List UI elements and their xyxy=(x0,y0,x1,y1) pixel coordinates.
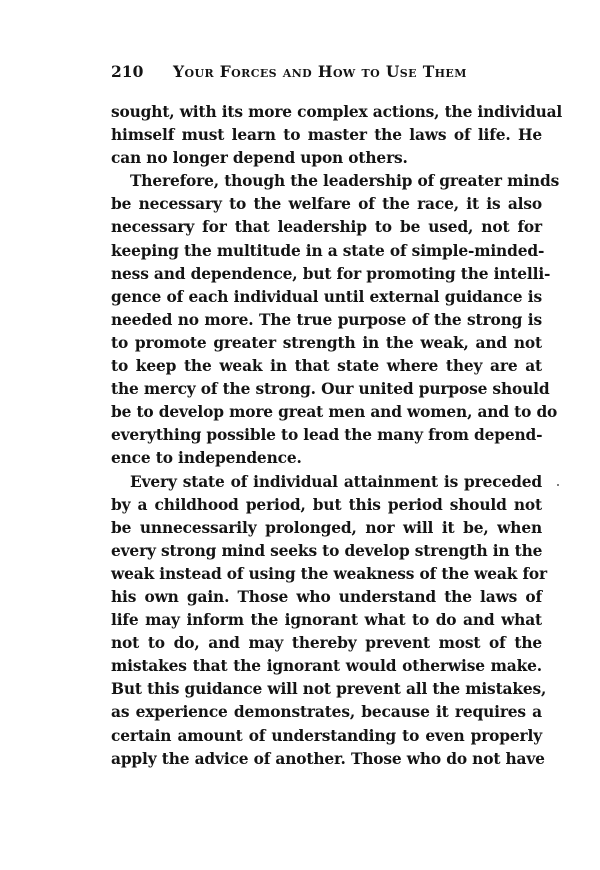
text-line: ness and dependence, but for promoting the intelli- xyxy=(111,264,551,283)
text-line: to keep the weak in that state where they are at xyxy=(111,357,542,376)
text-line: weak instead of using the weakness of the weak for xyxy=(111,564,548,583)
running-header xyxy=(111,62,542,84)
text-line: gence of each individual until external guidance is xyxy=(111,287,542,306)
text-line: Therefore, though the leadership of greater minds xyxy=(130,172,560,191)
text-line: keeping the multitude in a state of simple-minded- xyxy=(111,241,545,260)
scan-speck xyxy=(557,484,559,486)
text-line: sought, with its more complex actions, the individual xyxy=(111,103,563,121)
text-line: apply the advice of another. Those who do not have xyxy=(111,749,545,768)
text-line: be to develop more great men and women, and to do xyxy=(111,403,558,422)
text-line: the mercy of the strong. Our united purpose should xyxy=(111,380,550,399)
text-line: needed no more. The true purpose of the strong is xyxy=(111,310,542,329)
text-line: every strong mind seeks to develop strength in the xyxy=(111,541,543,560)
page-body xyxy=(111,101,563,771)
text-line: necessary for that leadership to be used, not for xyxy=(111,218,542,237)
text-line: be unnecessarily prolonged, nor will it be, when xyxy=(111,518,542,537)
text-line: But this guidance will not prevent all the mistakes, xyxy=(111,680,547,699)
text-line: Every state of individual attainment is preceded xyxy=(130,472,542,491)
paragraph xyxy=(111,170,560,470)
paragraph xyxy=(111,101,563,170)
text-line: as experience demonstrates, because it requires a xyxy=(111,703,542,722)
text-line: mistakes that the ignorant would otherwise make. xyxy=(111,657,542,676)
text-line: himself must learn to master the laws of life. He xyxy=(111,126,542,145)
running-title: Your Forces and How to Use Them xyxy=(173,62,467,81)
text-line: be necessary to the welfare of the race, it is also xyxy=(111,195,542,214)
text-line: life may inform the ignorant what to do and what xyxy=(111,611,542,630)
page-number: 210 xyxy=(111,62,144,81)
text-line: to promote greater strength in the weak, and not xyxy=(111,333,542,352)
text-line: certain amount of understanding to even properly xyxy=(111,726,542,745)
text-line: by a childhood period, but this period should not xyxy=(111,495,542,514)
text-line: his own gain. Those who understand the laws of xyxy=(111,587,542,606)
text-line: can no longer depend upon others. xyxy=(111,149,408,168)
text-line: everything possible to lead the many from depend- xyxy=(111,426,543,445)
text-line: not to do, and may thereby prevent most of the xyxy=(111,634,542,653)
paragraph xyxy=(111,471,548,771)
text-line: ence to independence. xyxy=(111,449,302,468)
